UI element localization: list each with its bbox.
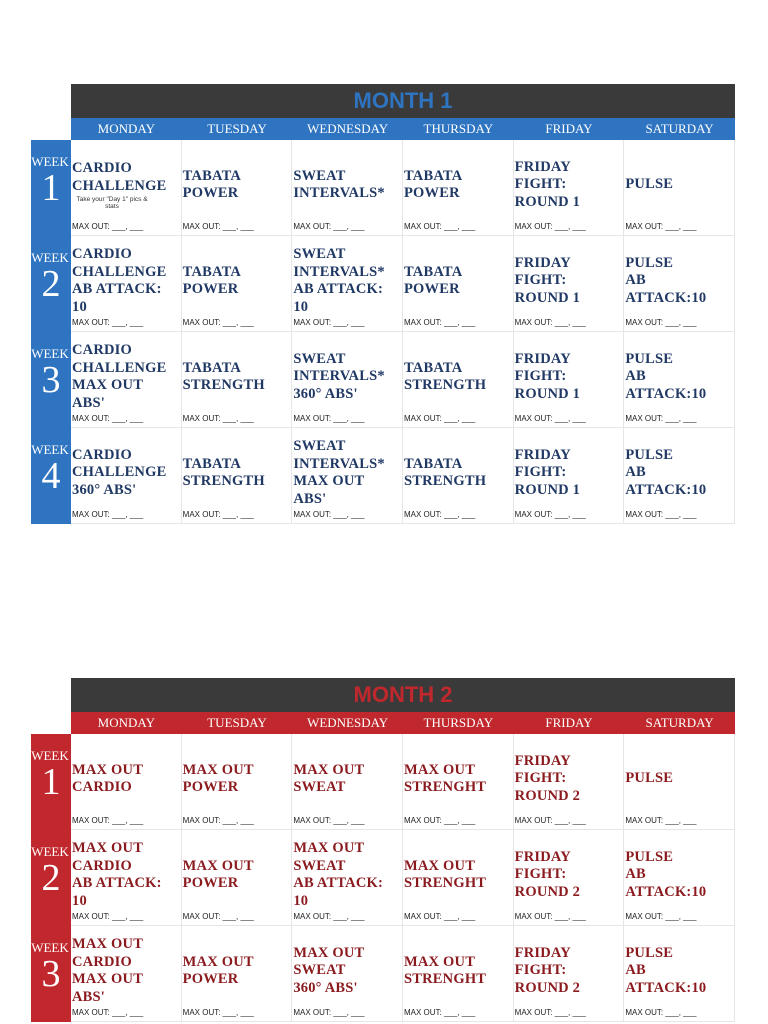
workout-cell — [182, 734, 293, 830]
workout-cell — [624, 236, 735, 332]
month-title: MONTH 1 — [71, 84, 735, 118]
workout-cell — [292, 734, 403, 830]
max-out-field: MAX OUT: ___, ___ — [293, 222, 365, 231]
max-out-field: MAX OUT: ___, ___ — [625, 318, 697, 327]
workout-name: FRIDAY FIGHT: ROUND 2 — [514, 944, 581, 996]
workout-content — [404, 734, 513, 824]
workout-name: FRIDAY FIGHT: ROUND 1 — [514, 446, 581, 498]
day-header-row — [71, 712, 735, 734]
max-out-field: MAX OUT: ___, ___ — [182, 222, 254, 231]
workout-name: TABATA POWER — [404, 167, 463, 201]
max-out-field: MAX OUT: ___, ___ — [72, 510, 144, 519]
max-out-field: MAX OUT: ___, ___ — [72, 414, 144, 423]
workout-name: MAX OUT POWER — [182, 857, 254, 891]
workout-content — [625, 830, 734, 920]
workout-name: MAX OUT CARDIO MAX OUT ABS' — [72, 936, 144, 1005]
workout-content — [515, 140, 624, 230]
max-out-field: MAX OUT: ___, ___ — [293, 816, 365, 825]
workout-name: CARDIO CHALLENGE — [72, 160, 167, 194]
workout-cell — [71, 830, 182, 926]
max-out-field: MAX OUT: ___, ___ — [404, 510, 476, 519]
max-out-field: MAX OUT: ___, ___ — [293, 510, 365, 519]
workout-content — [183, 140, 292, 230]
workout-cell — [514, 734, 625, 830]
max-out-field: MAX OUT: ___, ___ — [72, 816, 144, 825]
workout-cell — [182, 236, 293, 332]
workout-content — [293, 830, 402, 920]
workout-cell — [514, 428, 625, 524]
max-out-field: MAX OUT: ___, ___ — [514, 318, 586, 327]
workout-content — [72, 140, 181, 230]
workout-name: FRIDAY FIGHT: ROUND 1 — [514, 158, 581, 210]
workout-content — [293, 332, 402, 422]
week-number: 3 — [41, 953, 61, 995]
max-out-field: MAX OUT: ___, ___ — [514, 222, 586, 231]
workout-cell — [71, 236, 182, 332]
workout-cell — [292, 236, 403, 332]
workout-content — [625, 236, 734, 326]
week-label — [31, 428, 71, 524]
workout-cell — [292, 428, 403, 524]
max-out-field: MAX OUT: ___, ___ — [182, 318, 254, 327]
workout-content — [72, 428, 181, 518]
day-header-friday: FRIDAY — [545, 121, 593, 136]
day-header-wednesday: WEDNESDAY — [307, 121, 389, 136]
workout-name: CARDIO CHALLENGE 360° ABS' — [72, 446, 167, 498]
workout-cell — [403, 830, 514, 926]
week-row — [31, 332, 735, 428]
workout-cell — [182, 830, 293, 926]
day-header-friday: FRIDAY — [545, 715, 593, 730]
workout-cell — [403, 926, 514, 1022]
max-out-field: MAX OUT: ___, ___ — [404, 912, 476, 921]
max-out-field: MAX OUT: ___, ___ — [625, 816, 697, 825]
workout-cell — [182, 332, 293, 428]
max-out-field: MAX OUT: ___, ___ — [182, 1008, 254, 1017]
week-row — [31, 830, 735, 926]
week-label — [31, 140, 71, 236]
workout-content — [293, 926, 402, 1016]
max-out-field: MAX OUT: ___, ___ — [514, 1008, 586, 1017]
workout-cell — [514, 332, 625, 428]
max-out-field: MAX OUT: ___, ___ — [293, 1008, 365, 1017]
workout-content — [515, 332, 624, 422]
week-number: 4 — [41, 455, 61, 497]
week-label — [31, 332, 71, 428]
workout-content — [404, 332, 513, 422]
workout-name: FRIDAY FIGHT: ROUND 2 — [514, 848, 581, 900]
workout-cell — [514, 830, 625, 926]
workout-content — [72, 926, 181, 1016]
workout-cell — [403, 734, 514, 830]
week-label — [31, 926, 71, 1022]
workout-content — [404, 830, 513, 920]
workout-name: MAX OUT CARDIO AB ATTACK: 10 — [72, 840, 162, 909]
week-word: WEEK — [31, 844, 69, 859]
workout-name: PULSE AB ATTACK:10 — [625, 944, 707, 996]
workout-name: TABATA POWER — [404, 263, 463, 297]
workout-cell — [292, 140, 403, 236]
workout-name: PULSE AB ATTACK:10 — [625, 350, 707, 402]
workout-note: Take your "Day 1" pics & stats — [76, 196, 148, 210]
workout-content — [515, 926, 624, 1016]
workout-cell — [182, 428, 293, 524]
week-row — [31, 428, 735, 524]
workout-name: MAX OUT POWER — [182, 761, 254, 795]
max-out-field: MAX OUT: ___, ___ — [72, 222, 144, 231]
workout-content — [293, 140, 402, 230]
max-out-field: MAX OUT: ___, ___ — [625, 912, 697, 921]
day-header-wednesday: WEDNESDAY — [307, 715, 389, 730]
workout-name: PULSE AB ATTACK:10 — [625, 848, 707, 900]
week-label — [31, 830, 71, 926]
week-word: WEEK — [31, 748, 69, 763]
week-number: 1 — [41, 167, 61, 209]
workout-name: SWEAT INTERVALS* — [293, 167, 385, 201]
workout-cell — [71, 734, 182, 830]
workout-content — [404, 428, 513, 518]
workout-content — [183, 332, 292, 422]
workout-content — [515, 236, 624, 326]
workout-cell — [71, 332, 182, 428]
max-out-field: MAX OUT: ___, ___ — [625, 414, 697, 423]
week-word: WEEK — [31, 940, 69, 955]
workout-content — [183, 428, 292, 518]
max-out-field: MAX OUT: ___, ___ — [404, 318, 476, 327]
workout-name: FRIDAY FIGHT: ROUND 1 — [514, 254, 581, 306]
workout-name: MAX OUT STRENGHT — [404, 953, 487, 987]
workout-name: CARDIO CHALLENGE MAX OUT ABS' — [72, 342, 167, 411]
workout-content — [625, 428, 734, 518]
max-out-field: MAX OUT: ___, ___ — [72, 912, 144, 921]
workout-name: CARDIO CHALLENGE AB ATTACK: 10 — [72, 246, 167, 315]
max-out-field: MAX OUT: ___, ___ — [72, 318, 144, 327]
workout-cell — [624, 830, 735, 926]
workout-name: MAX OUT STRENGHT — [404, 761, 487, 795]
workout-content — [515, 830, 624, 920]
workout-content — [72, 830, 181, 920]
workout-content — [293, 428, 402, 518]
workout-cell — [71, 428, 182, 524]
max-out-field: MAX OUT: ___, ___ — [514, 414, 586, 423]
workout-content — [72, 236, 181, 326]
max-out-field: MAX OUT: ___, ___ — [182, 816, 254, 825]
day-header-monday: MONDAY — [97, 715, 155, 730]
workout-cell — [514, 236, 625, 332]
workout-name: MAX OUT CARDIO — [72, 761, 144, 795]
month-title: MONTH 2 — [71, 678, 735, 712]
max-out-field: MAX OUT: ___, ___ — [182, 414, 254, 423]
workout-name: PULSE AB ATTACK:10 — [625, 254, 707, 306]
workout-name: TABATA POWER — [182, 167, 242, 201]
week-word: WEEK — [31, 250, 69, 265]
workout-cell — [71, 926, 182, 1022]
max-out-field: MAX OUT: ___, ___ — [514, 816, 586, 825]
workout-name: MAX OUT SWEAT — [293, 761, 365, 795]
max-out-field: MAX OUT: ___, ___ — [404, 1008, 476, 1017]
week-label — [31, 236, 71, 332]
workout-name: SWEAT INTERVALS* MAX OUT ABS' — [293, 438, 385, 507]
max-out-field: MAX OUT: ___, ___ — [404, 414, 476, 423]
workout-name: TABATA STRENGTH — [404, 455, 487, 489]
week-number: 2 — [41, 857, 61, 899]
workout-content — [625, 734, 734, 824]
workout-cell — [292, 926, 403, 1022]
week-word: WEEK — [31, 442, 69, 457]
max-out-field: MAX OUT: ___, ___ — [625, 1008, 697, 1017]
workout-name: TABATA STRENGTH — [404, 359, 487, 393]
workout-content — [183, 830, 292, 920]
workout-cell — [403, 236, 514, 332]
week-row — [31, 236, 735, 332]
max-out-field: MAX OUT: ___, ___ — [182, 510, 254, 519]
workout-content — [72, 332, 181, 422]
max-out-field: MAX OUT: ___, ___ — [625, 222, 697, 231]
max-out-field: MAX OUT: ___, ___ — [404, 222, 476, 231]
max-out-field: MAX OUT: ___, ___ — [293, 414, 365, 423]
day-header-tuesday: TUESDAY — [207, 715, 267, 730]
workout-cell — [624, 332, 735, 428]
workout-content — [183, 734, 292, 824]
workout-cell — [292, 332, 403, 428]
workout-name: MAX OUT SWEAT AB ATTACK: 10 — [293, 840, 384, 909]
max-out-field: MAX OUT: ___, ___ — [182, 912, 254, 921]
workout-name: TABATA STRENGTH — [182, 359, 265, 393]
day-header-thursday: THURSDAY — [423, 121, 494, 136]
workout-content — [404, 236, 513, 326]
workout-content — [293, 236, 402, 326]
workout-content — [72, 734, 181, 824]
week-label — [31, 734, 71, 830]
workout-name: SWEAT INTERVALS* 360° ABS' — [293, 350, 385, 402]
workout-name: FRIDAY FIGHT: ROUND 2 — [514, 752, 581, 804]
day-header-thursday: THURSDAY — [423, 715, 494, 730]
workout-name: FRIDAY FIGHT: ROUND 1 — [514, 350, 581, 402]
workout-name: MAX OUT SWEAT 360° ABS' — [293, 944, 365, 996]
day-header-tuesday: TUESDAY — [207, 121, 267, 136]
week-word: WEEK — [31, 154, 69, 169]
workout-content — [183, 926, 292, 1016]
workout-content — [515, 428, 624, 518]
workout-cell — [514, 926, 625, 1022]
workout-content — [625, 140, 734, 230]
workout-cell — [71, 140, 182, 236]
workout-name: MAX OUT POWER — [182, 953, 254, 987]
workout-cell — [292, 830, 403, 926]
week-word: WEEK — [31, 346, 69, 361]
max-out-field: MAX OUT: ___, ___ — [514, 912, 586, 921]
week-row — [31, 140, 735, 236]
workout-content — [183, 236, 292, 326]
workout-content — [293, 734, 402, 824]
workout-cell — [403, 140, 514, 236]
max-out-field: MAX OUT: ___, ___ — [404, 816, 476, 825]
week-row — [31, 734, 735, 830]
workout-name: PULSE — [625, 770, 674, 787]
week-row — [31, 926, 735, 1022]
workout-content — [404, 926, 513, 1016]
max-out-field: MAX OUT: ___, ___ — [625, 510, 697, 519]
workout-name: SWEAT INTERVALS* AB ATTACK: 10 — [293, 246, 385, 315]
max-out-field: MAX OUT: ___, ___ — [514, 510, 586, 519]
workout-content — [625, 332, 734, 422]
workout-cell — [182, 140, 293, 236]
workout-cell — [624, 428, 735, 524]
workout-cell — [624, 734, 735, 830]
max-out-field: MAX OUT: ___, ___ — [293, 318, 365, 327]
workout-name: PULSE AB ATTACK:10 — [625, 446, 707, 498]
workout-cell — [624, 140, 735, 236]
workout-cell — [403, 332, 514, 428]
workout-name: TABATA STRENGTH — [182, 455, 265, 489]
workout-cell — [182, 926, 293, 1022]
max-out-field: MAX OUT: ___, ___ — [293, 912, 365, 921]
workout-content — [625, 926, 734, 1016]
day-header-monday: MONDAY — [97, 121, 155, 136]
workout-cell — [403, 428, 514, 524]
workout-name: MAX OUT STRENGHT — [404, 857, 487, 891]
workout-name: PULSE — [625, 176, 674, 193]
day-header-saturday: SATURDAY — [645, 121, 714, 136]
day-header-saturday: SATURDAY — [645, 715, 714, 730]
week-number: 3 — [41, 359, 61, 401]
workout-cell — [624, 926, 735, 1022]
max-out-field: MAX OUT: ___, ___ — [72, 1008, 144, 1017]
workout-name: TABATA POWER — [182, 263, 242, 297]
workout-content — [404, 140, 513, 230]
day-header-row — [71, 118, 735, 140]
workout-content — [515, 734, 624, 824]
week-number: 2 — [41, 263, 61, 305]
week-number: 1 — [41, 761, 61, 803]
workout-cell — [514, 140, 625, 236]
